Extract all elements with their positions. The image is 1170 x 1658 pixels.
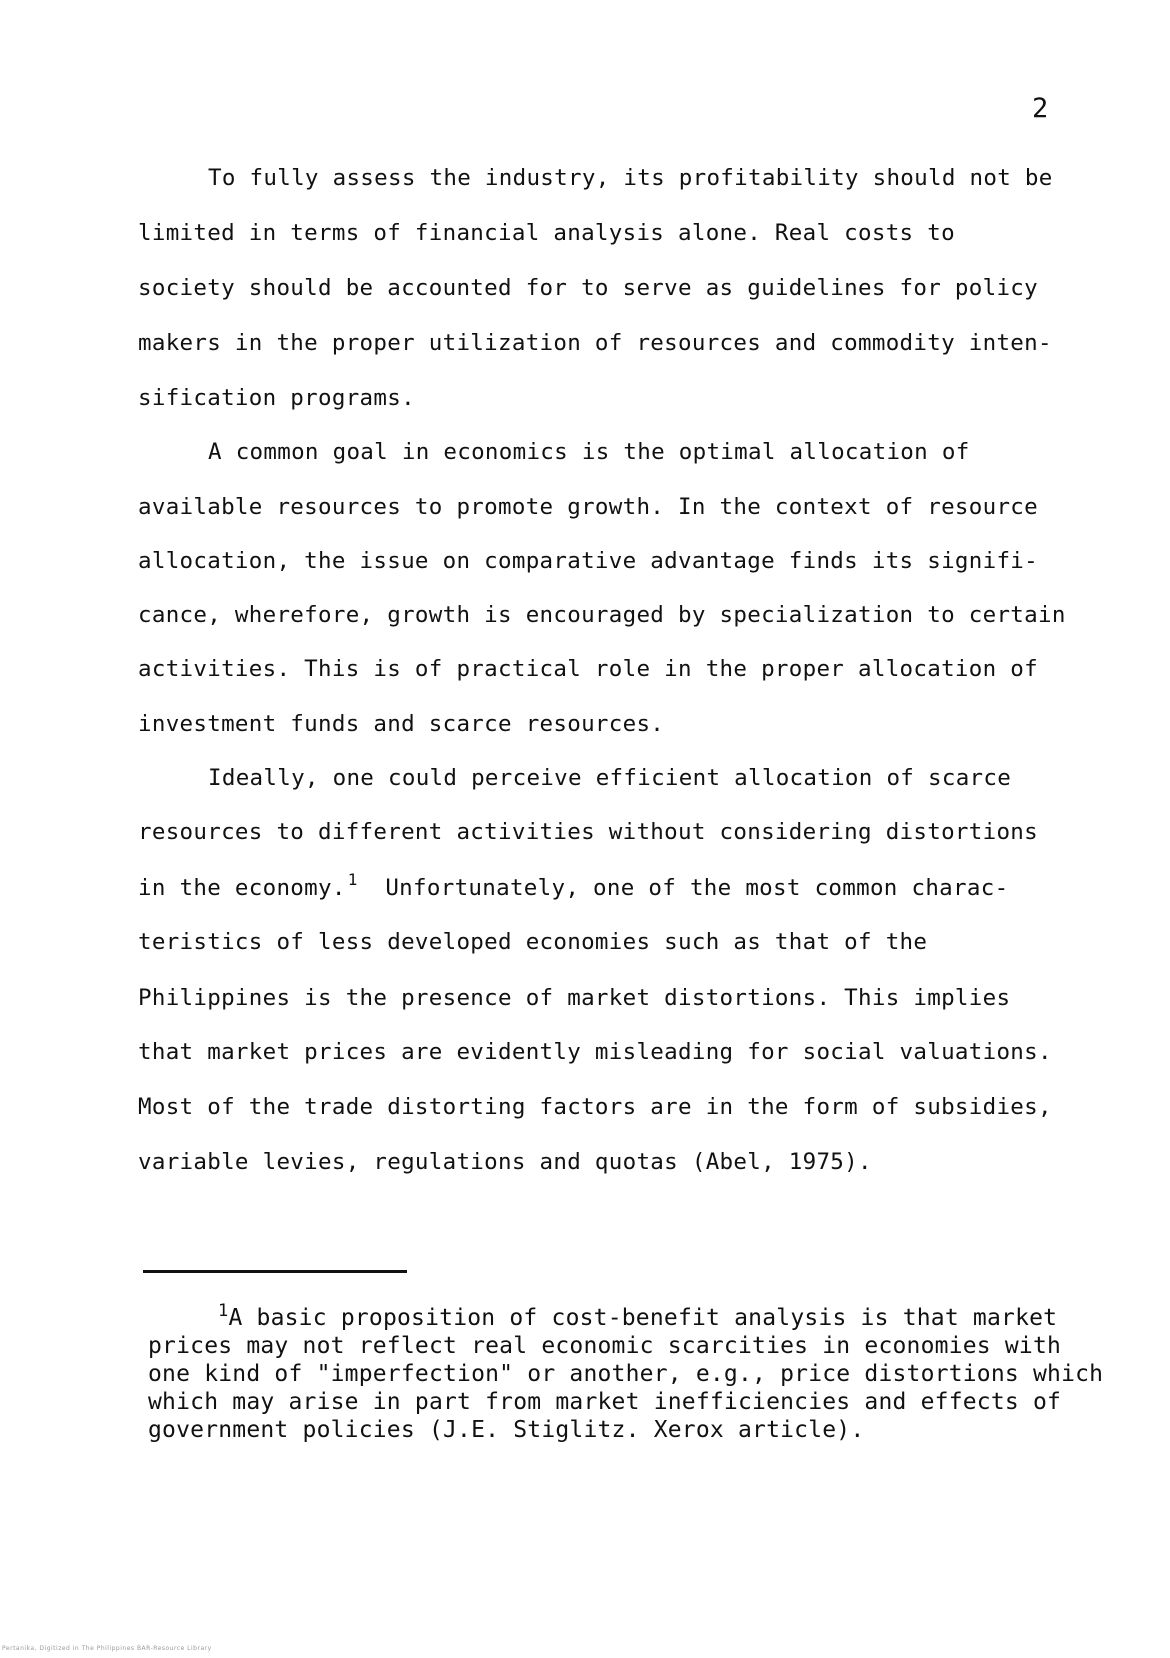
text-line: available resources to promote growth. In the context of resource <box>138 494 1038 520</box>
footnote-line: prices may not reflect real economic scarcities in economies with <box>148 1333 1062 1359</box>
text-line: that market prices are evidently misleading for social valuations. <box>138 1039 1052 1065</box>
footnote-marker: 1 <box>218 1301 229 1321</box>
footnote-line: government policies (J.E. Stiglitz. Xerox article). <box>148 1417 865 1443</box>
text-line: A common goal in economics is the optimal allocation of <box>208 439 970 465</box>
text-segment: Unfortunately, one of the most common charac- <box>357 875 1009 901</box>
scan-footer-text: Pertanika, Digitized in The Philippines BAR-Resource Library <box>2 1645 212 1652</box>
text-line: Ideally, one could perceive efficient allocation of scarce <box>208 765 1012 791</box>
text-line: limited in terms of financial analysis alone. Real costs to <box>138 220 955 246</box>
text-line: teristics of less developed economies such as that of the <box>138 929 928 955</box>
footnote-reference: 1 <box>347 870 358 889</box>
footnote-line: one kind of "imperfection" or another, e.g., price distortions which <box>148 1361 1104 1387</box>
text-line: variable levies, regulations and quotas (Abel, 1975). <box>138 1149 872 1175</box>
text-line: society should be accounted for to serve as guidelines for policy <box>138 275 1038 301</box>
text-line: To fully assess the industry, its profitability should not be <box>208 165 1053 191</box>
text-line: sification programs. <box>138 385 415 411</box>
footnote-text: A basic proposition of cost-benefit analysis is that market <box>228 1305 1058 1331</box>
text-line: makers in the proper utilization of resources and commodity inten- <box>138 330 1052 356</box>
text-line <box>138 870 1009 902</box>
text-segment: in the economy. <box>138 875 346 901</box>
text-line: cance, wherefore, growth is encouraged by specialization to certain <box>138 602 1066 628</box>
footnote-divider <box>143 1270 407 1273</box>
text-line: allocation, the issue on comparative advantage finds its signifi- <box>138 548 1038 574</box>
text-line: resources to different activities without considering distortions <box>138 819 1038 845</box>
text-line: Philippines is the presence of market distortions. This implies <box>138 985 1011 1011</box>
text-line: investment funds and scarce resources. <box>138 711 665 737</box>
footnote-line: which may arise in part from market inefficiencies and effects of <box>148 1389 1062 1415</box>
text-line: Most of the trade distorting factors are in the form of subsidies, <box>138 1094 1052 1120</box>
page-number: 2 <box>1032 93 1049 124</box>
footnote-line <box>218 1301 1058 1331</box>
text-line: activities. This is of practical role in the proper allocation of <box>138 656 1038 682</box>
